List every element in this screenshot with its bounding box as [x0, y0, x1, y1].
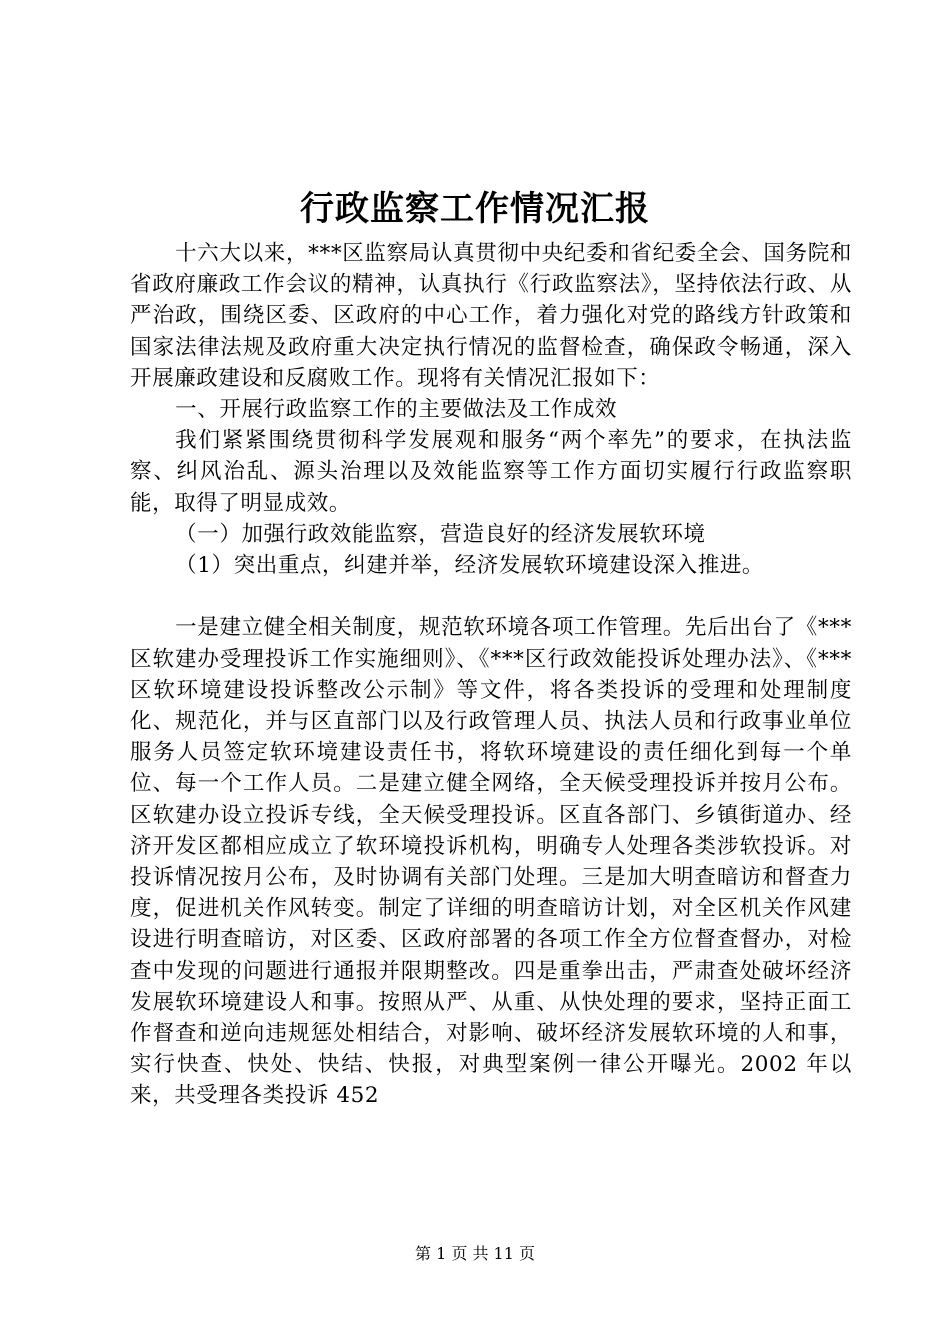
document-body [130, 238, 852, 1112]
page-footer: 第 1 页 共 11 页 [415, 1244, 535, 1263]
item-heading-1: （1）突出重点，纠建并举，经济发展软环境建设深入推进。 [175, 553, 765, 579]
paragraph-intro: 十六大以来，***区监察局认真贯彻中央纪委和省纪委全会、国务院和省政府廉政工作会议的精神，认真执行《行政监察法》，坚持依法行政、从严治政，围绕区委、区政府的中心工作，着力强化对党的路线方针政策和国家法律法规及政府重大决定执行情况的监督检查，确保政令畅通，深入开展廉政建设和反腐败工作。现将有关情况汇报如下： [130, 241, 852, 391]
subsection-heading-1: （一）加强行政效能监察，营造良好的经济发展软环境 [175, 521, 706, 547]
blank-line [130, 581, 852, 612]
paragraph-section-1: 我们紧紧围绕贯彻科学发展观和服务“两个率先”的要求，在执法监察、纠风治乱、源头治理以及效能监察等工作方面切实履行行政监察职能，取得了明显成效。 [130, 428, 852, 516]
section-heading-1: 一、开展行政监察工作的主要做法及工作成效 [175, 397, 618, 423]
paragraph-details: 一是建立健全相关制度，规范软环境各项工作管理。先后出台了《***区软建办受理投诉工作实施细则》、《***区行政效能投诉处理办法》、《***区软环境建设投诉整改公示制》等文件，将各类投诉的受理和处理制度化、规范化，并与区直部门以及行政管理人员、执法人员和行政事业单位服务人员签定软环境建设责任书，将软环境建设的责任细化到每一个单位、每一个工作人员。二是建立健全网络，全天候受理投诉并按月公布。区软建办设立投诉专线，全天候受理投诉。区直各部门、乡镇街道办、经济开发区都相应成立了软环境投诉机构，明确专人处理各类涉软投诉。对投诉情况按月公布，及时协调有关部门处理。三是加大明查暗访和督查力度，促进机关作风转变。制定了详细的明查暗访计划，对全区机关作风建设进行明查暗访，对区委、区政府部署的各项工作全方位督查督办，对检查中发现的问题进行通报并限期整改。四是重拳出击，严肃查处破坏经济发展软环境建设人和事。按照从严、从重、从快处理的要求，坚持正面工作督查和逆向违规惩处相结合，对影响、破坏经济发展软环境的人和事，实行快查、快处、快结、快报，对典型案例一律公开曝光。2002 年以来，共受理各类投诉 452 [130, 615, 852, 1109]
document-title: 行政监察工作情况汇报 [300, 189, 650, 229]
